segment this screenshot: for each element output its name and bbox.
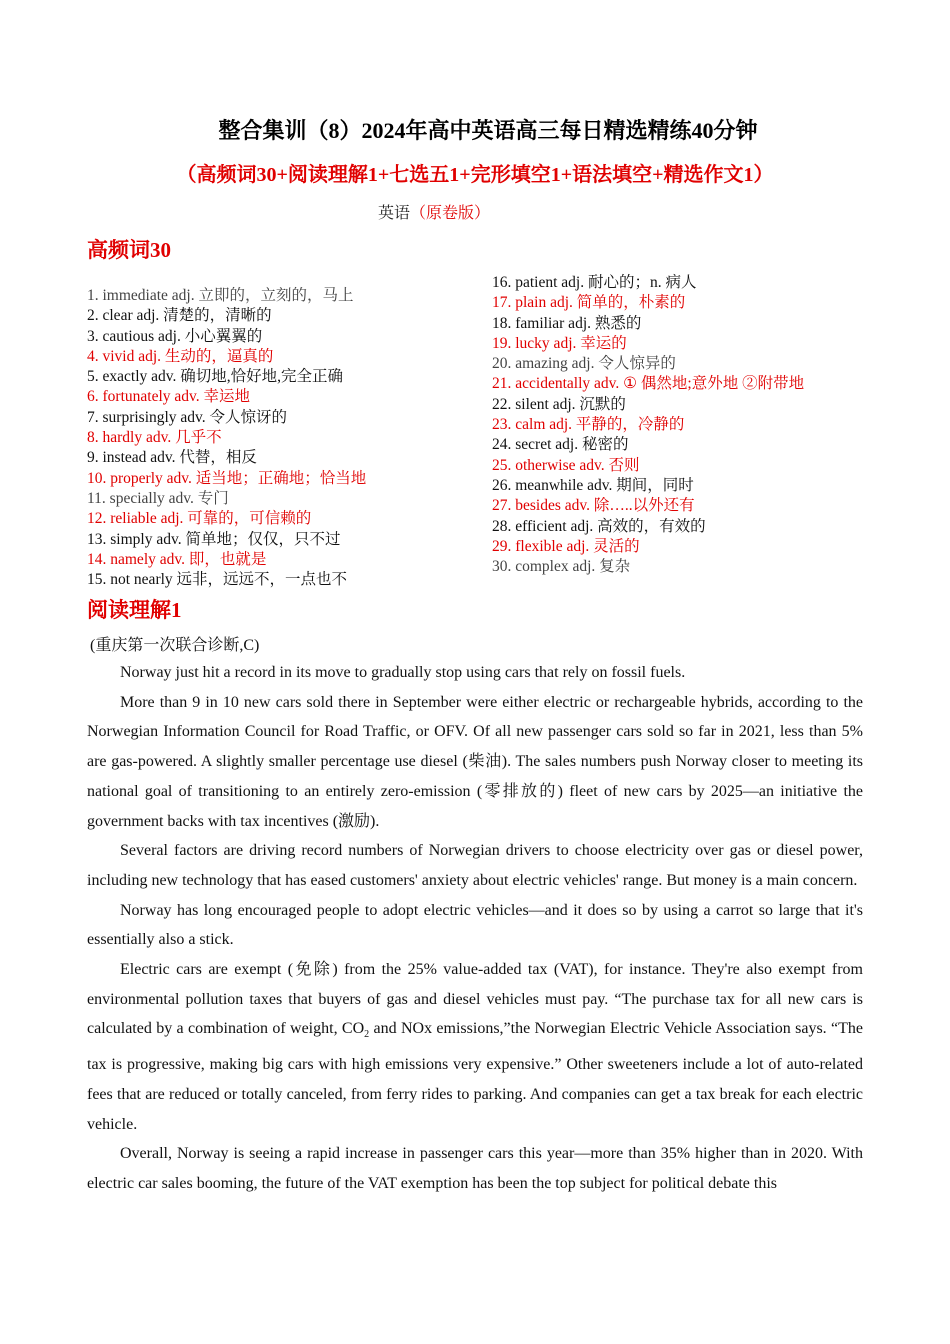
vocab-item: 22. silent adj. 沉默的	[492, 395, 626, 413]
vocab-item: 13. simply adv. 简单地；仅仅，只不过	[87, 530, 341, 548]
vocab-item: 3. cautious adj. 小心翼翼的	[87, 327, 263, 345]
subject-line	[0, 200, 868, 223]
vocab-item: 30. complex adj. 复杂	[492, 558, 631, 576]
vocab-item: 12. reliable adj. 可靠的，可信赖的	[87, 510, 312, 528]
article-paragraph: Norway has long encouraged people to adopt electric vehicles—and it does so by using a carrot so large that it's essentially also a stick.	[87, 901, 863, 949]
vocab-item: 7. surprisingly adv. 令人惊讶的	[87, 408, 288, 426]
vocab-list-right	[492, 273, 804, 577]
vocab-item: 2. clear adj. 清楚的，清晰的	[87, 307, 272, 325]
vocab-item: 26. meanwhile adv. 期间，同时	[492, 476, 694, 494]
article-paragraph: Overall, Norway is seeing a rapid increase in passenger cars this year—more than 35% higher than in 2020. With electric car sales booming, the future of the VAT exemption has been the top subject for political debate this	[87, 1145, 863, 1193]
vocab-item: 23. calm adj. 平静的，冷静的	[492, 416, 685, 434]
vocab-item: 15. not nearly 远非，远远不，一点也不	[87, 571, 348, 589]
vocab-item: 25. otherwise adv. 否则	[492, 456, 640, 474]
vocab-item: 8. hardly adv. 几乎不	[87, 429, 222, 447]
vocab-item: 24. secret adj. 秘密的	[492, 436, 629, 454]
vocab-item: 11. specially adv. 专门	[87, 489, 229, 507]
article-paragraph: Several factors are driving record numbers of Norwegian drivers to choose electricity over gas or diesel power, including new technology that has eased customers' anxiety about electric vehicles' range. But money is a main concern.	[87, 842, 863, 889]
vocab-list-left	[87, 286, 366, 590]
vocab-item: 29. flexible adj. 灵活的	[492, 537, 640, 555]
reading-source: (重庆第一次联合诊断,C)	[90, 637, 260, 654]
vocab-item: 6. fortunately adv. 幸运地	[87, 388, 250, 406]
article-paragraph: More than 9 in 10 new cars sold there in September were either electric or rechargeable hybrids, according to the Norwegian Information Council for Road Traffic, or OFV. Of all new passenger cars sold so far in 2021, less than 5% are gas‐powered. A slightly smaller percentage use diesel (柴油). The sales numbers push Norway closer to meeting its national goal of transitioning to an entirely zero‐emission (零排放的) fleet of new cars by 2025—an initiative the government backs with tax incentives (激励).	[87, 693, 863, 830]
vocab-item: 21. accidentally adv. ① 偶然地;意外地 ②附带地	[492, 375, 805, 393]
vocab-item: 17. plain adj. 简单的，朴素的	[492, 294, 686, 312]
reading-heading: 阅读理解1	[87, 598, 182, 622]
p5-text-start: Electric cars are exempt (免除) from the 25% value‐added tax (VAT), for instance. They're also exempt from environmental pollution taxes that buyers of gas and diesel vehicles must pay. “The purchase tax for all new cars is calculated by a combination of weight, CO	[87, 961, 863, 1038]
p5-text-end: and NOx emissions,”the Norwegian Electric Vehicle Association says. “The tax is progressive, making big cars with high emissions very expensive.” Other sweeteners include a lot of auto‐related fees that are reduced or totally canceled, from ferry rides to parking. And companies can get a tax break for each electric vehicle.	[87, 1020, 864, 1133]
reading-article	[87, 658, 863, 1199]
vocab-item: 28. efficient adj. 高效的，有效的	[492, 517, 706, 535]
vocab-item: 5. exactly adv. 确切地,恰好地,完全正确	[87, 368, 344, 386]
article-paragraph: Norway just hit a record in its move to gradually stop using cars that rely on fossil fuels.	[120, 664, 686, 681]
subject-version: （原卷版）	[410, 205, 491, 222]
vocab-item: 10. properly adv. 适当地；正确地；恰当地	[87, 469, 367, 487]
vocab-item: 1. immediate adj. 立即的，立刻的，马上	[87, 287, 354, 304]
vocab-item: 18. familiar adj. 熟悉的	[492, 314, 642, 332]
vocab-item: 16. patient adj. 耐心的；n. 病人	[492, 274, 697, 291]
vocab-item: 20. amazing adj. 令人惊异的	[492, 355, 676, 373]
subject-label: 英语	[377, 205, 410, 222]
vocab-item: 9. instead adv. 代替，相反	[87, 449, 257, 467]
vocab-item: 4. vivid adj. 生动的，逼真的	[87, 347, 274, 365]
page-title: 整合集训（8）2024年高中英语高三每日精选精练40分钟	[218, 118, 758, 143]
co2-subscript: 2	[364, 1029, 370, 1041]
vocab-item: 27. besides adv. 除…..以外还有	[492, 497, 695, 515]
page-subtitle: （高频词30+阅读理解1+七选五1+完形填空1+语法填空+精选作文1）	[176, 164, 774, 186]
vocab-item: 19. lucky adj. 幸运的	[492, 334, 627, 352]
vocab-heading: 高频词30	[87, 238, 171, 262]
vocab-item: 14. namely adv. 即，也就是	[87, 550, 267, 568]
article-paragraph	[87, 955, 863, 1139]
